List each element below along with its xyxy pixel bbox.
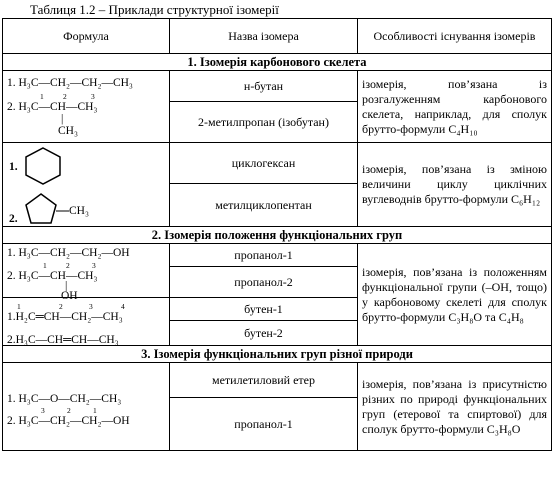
formula-propanol-2: 2. H₃C—CH—CH₃ (7, 270, 98, 282)
formula-propanol: 2. H₃C—CH₂—CH₂—OH (7, 415, 130, 427)
formula-cell (3, 298, 170, 346)
isomer-name: 2-метилпропан (ізобутан) (170, 102, 358, 143)
locant: 2 (59, 302, 63, 311)
locant: 3 (92, 261, 96, 270)
table-row (3, 71, 552, 102)
section-title: 1. Ізомерія карбонового скелета (3, 54, 552, 71)
branch-bond: | (61, 113, 64, 125)
formula-cell (3, 363, 170, 451)
cyclohexane-icon (23, 145, 63, 187)
isomer-features: ізомерія, пов’язана із розгалуженням карбонового скелета, наприклад, для сполук брутто-формули C₄H₁₀ (358, 71, 552, 143)
locant: 1 (40, 92, 44, 101)
isomer-features: ізомерія, пов’язана із присутністю різних по природі функціональних груп (етерової та спиртової) для сполук брутто-формули C₃H₈O (358, 363, 552, 451)
formula-branch: OH (61, 290, 78, 302)
formula-cell (3, 71, 170, 143)
table-caption: Таблиця 1.2 – Приклади структурної ізомерії (30, 2, 279, 17)
label-methylcyclopentane: 2. (9, 213, 18, 225)
locant: 3 (89, 302, 93, 311)
isomer-name: бутен-1 (170, 298, 358, 321)
isomer-name: пропанол-2 (170, 267, 358, 298)
isomer-name: н-бутан (170, 71, 358, 102)
table-row (3, 143, 552, 184)
formula-butane: 1. H₃C—CH₂—CH₂—CH₃ (7, 77, 133, 89)
branch-bond: | (65, 280, 68, 292)
locant: 2 (63, 92, 67, 101)
isomer-name: циклогексан (170, 143, 358, 184)
header-formula: Формула (3, 19, 170, 54)
formula-isobutane: 2. H₃C—CH—CH₃ (7, 101, 98, 113)
formula-cell (3, 244, 170, 302)
isomer-name: пропанол-1 (170, 398, 358, 451)
locant: 2 (66, 261, 70, 270)
header-name: Назва ізомера (170, 19, 358, 54)
isomer-name: бутен-2 (170, 321, 358, 346)
locant: 1 (43, 261, 47, 270)
locant: 4 (121, 302, 125, 311)
section-row (3, 346, 552, 363)
locant: 3 (41, 406, 45, 415)
isomer-name: метилциклопентан (170, 184, 358, 227)
formula-butene-1: 1.H₂C═CH—CH₂—CH₃ (7, 311, 123, 323)
isomer-features: ізомерія, пов’язана із положенням функціональної групи (–OH, тощо) у карбоновому скелеті для сполук брутто-формули C₃H₈O та C₄H₈ (358, 244, 552, 346)
isomer-name: метилетиловий етер (170, 363, 358, 398)
table-row (3, 244, 552, 267)
section-row (3, 227, 552, 244)
formula-butene-2: 2.H₃C—CH═CH—CH₃ (7, 334, 119, 346)
isomer-features: ізомерія, пов’язана із зміною величини циклу циклічних вуглеводнів брутто-формули C₆H₁₂ (358, 143, 552, 227)
locant: 1 (17, 302, 21, 311)
section-row (3, 54, 552, 71)
formula-cell (3, 143, 170, 227)
label-cyclohexane: 1. (9, 161, 18, 173)
section-title: 2. Ізомерія положення функціональних груп (3, 227, 552, 244)
isomer-name: пропанол-1 (170, 244, 358, 267)
locant: 2 (67, 406, 71, 415)
locant: 1 (93, 406, 97, 415)
formula-branch: CH₃ (58, 125, 78, 137)
header-features: Особливості існування ізомерів (358, 19, 552, 54)
formula-ether: 1. H₃C—O—CH₂—CH₃ (7, 393, 122, 405)
table-row (3, 363, 552, 398)
section-title: 3. Ізомерія функціональних груп різної природи (3, 346, 552, 363)
header-row (3, 19, 552, 54)
methyl-group: CH₃ (69, 205, 89, 217)
locant: 3 (91, 92, 95, 101)
formula-propanol-1: 1. H₃C—CH₂—CH₂—OH (7, 247, 130, 259)
isomerism-table (2, 18, 552, 451)
